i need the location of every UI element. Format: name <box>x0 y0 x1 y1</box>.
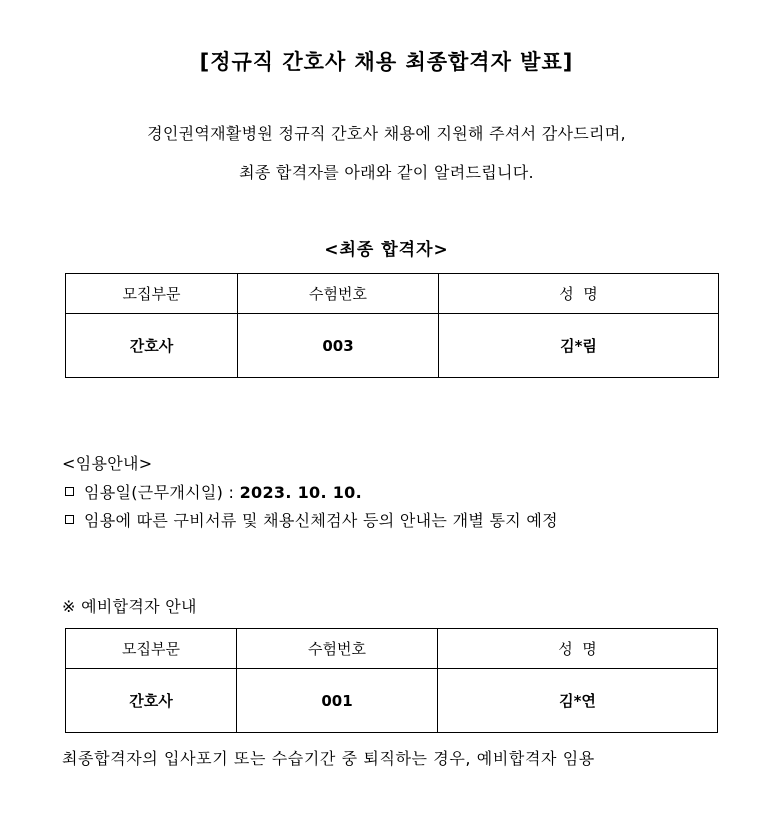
cell-name: 김*연 <box>438 669 718 733</box>
final-passers-heading: <최종 합격자> <box>324 240 449 260</box>
cell-exam-number: 003 <box>238 314 439 378</box>
table-header-row <box>66 629 718 669</box>
reserve-passers-table <box>65 628 718 733</box>
cell-department: 간호사 <box>66 314 238 378</box>
header-name: 성 명 <box>439 274 719 314</box>
appointment-item-2 <box>65 508 558 531</box>
square-bullet-icon <box>65 515 74 524</box>
reserve-footer-note: 최종합격자의 입사포기 또는 수습기간 중 퇴직하는 경우, 예비합격자 임용 <box>62 749 595 768</box>
cell-department: 간호사 <box>66 669 237 733</box>
appointment-date-value: 2023. 10. 10. <box>239 483 362 502</box>
header-department: 모집부문 <box>66 274 238 314</box>
page-title: [정규직 간호사 채용 최종합격자 발표] <box>199 50 574 74</box>
appointment-heading: <임용안내> <box>62 454 153 473</box>
header-name: 성 명 <box>438 629 718 669</box>
table-row <box>66 669 718 733</box>
intro-line-1: 경인권역재활병원 정규직 간호사 채용에 지원해 주셔서 감사드리며, <box>147 124 626 143</box>
header-exam-number: 수험번호 <box>237 629 438 669</box>
intro-line-2: 최종 합격자를 아래와 같이 알려드립니다. <box>239 163 534 182</box>
cell-name: 김*림 <box>439 314 719 378</box>
header-department: 모집부문 <box>66 629 237 669</box>
final-passers-table <box>65 273 719 378</box>
table-header-row <box>66 274 719 314</box>
appointment-docs-text: 임용에 따른 구비서류 및 채용신체검사 등의 안내는 개별 통지 예정 <box>84 511 558 530</box>
reserve-heading: ※ 예비합격자 안내 <box>62 597 197 616</box>
table-row <box>66 314 719 378</box>
appointment-date-label: 임용일(근무개시일) : <box>84 483 240 502</box>
appointment-item-1 <box>65 480 362 503</box>
square-bullet-icon <box>65 487 74 496</box>
header-exam-number: 수험번호 <box>238 274 439 314</box>
cell-exam-number: 001 <box>237 669 438 733</box>
